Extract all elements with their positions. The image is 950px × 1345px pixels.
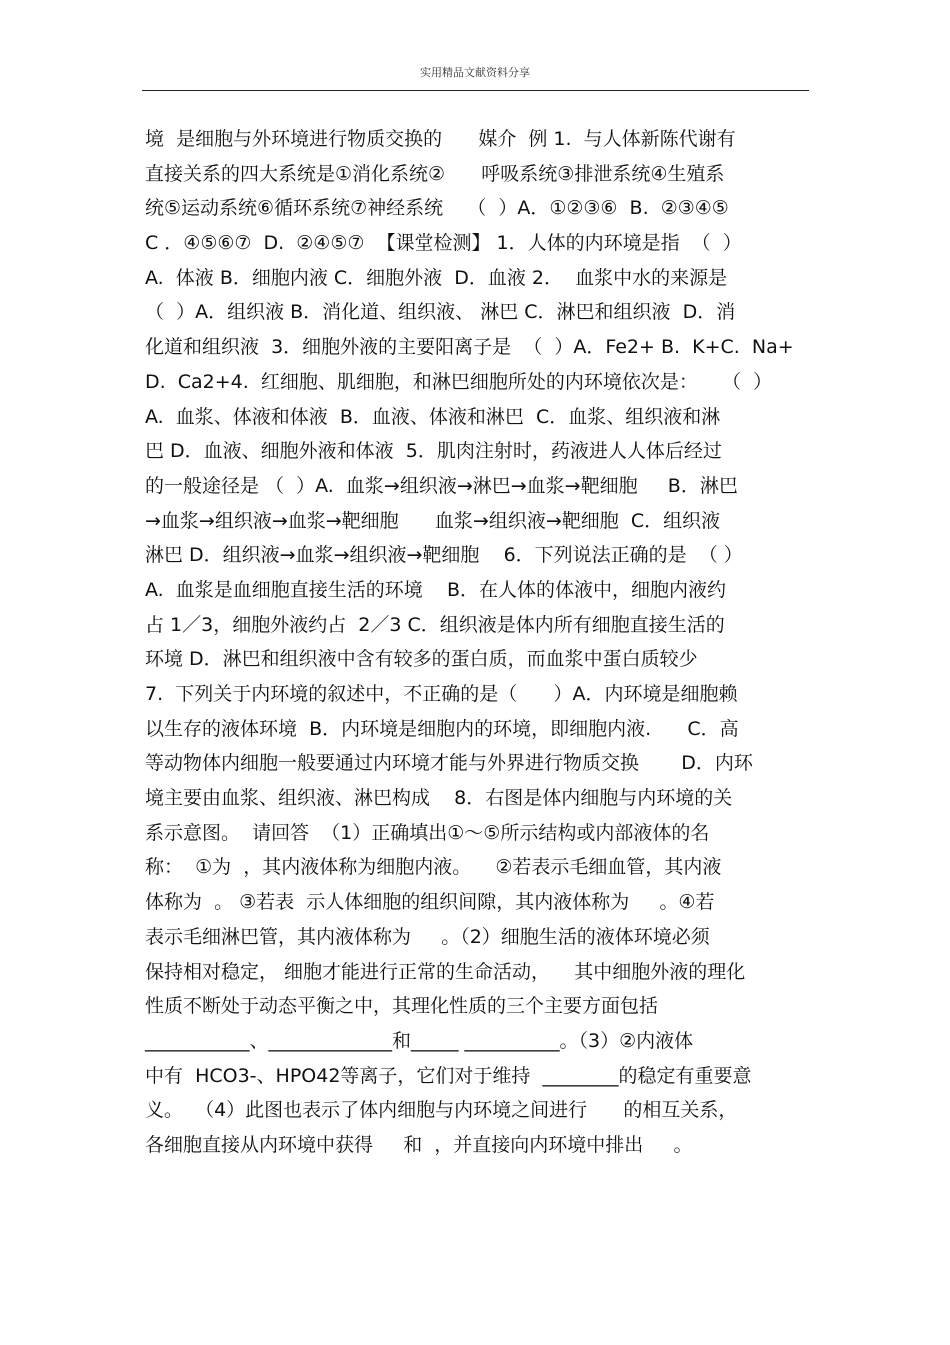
header-divider <box>142 90 809 91</box>
text-line: 以生存的液体环境 B．内环境是细胞内的环境，即细胞内液. C．高 <box>145 717 739 740</box>
text-line: 巴 D．血液、细胞外液和体液 5．肌肉注射时，药液进人人体后经过 <box>145 440 722 463</box>
text-line: D. Ca2+4. 红细胞、肌细胞，和淋巴细胞所处的内环境依次是： （ ） <box>145 370 773 393</box>
text-line: 各细胞直接从内环境中获得 和 ，并直接向内环境中排出 。 <box>145 1133 693 1156</box>
text-line: 占 1／3，细胞外液约占 2／3 C．组织液是体内所有细胞直接生活的 <box>145 613 725 636</box>
text-line: 系示意图。 请回答 （1）正确填出①～⑤所示结构或内部液体的名 <box>145 821 710 844</box>
text-line: 的一般途径是 （ ）A. 血浆→组织液→淋巴→血浆→靶细胞 B．淋巴 <box>145 474 738 497</box>
text-line: A. 体液 B．细胞内液 C．细胞外液 D．血液 2． 血浆中水的来源是 <box>145 266 728 289</box>
document-body <box>145 122 825 1163</box>
text-line: ___________、_____________和_____ __________。（3）②内液体 <box>145 1029 694 1052</box>
text-line: 体称为 。 ③若表 示人体细胞的组织间隙，其内液体称为 。④若 <box>145 891 715 914</box>
text-line: （ ）A．组织液 B．消化道、组织液、 淋巴 C．淋巴和组织液 D．消 <box>145 301 736 324</box>
text-line: C ．④⑤⑥⑦ D. ②④⑤⑦ 【课堂检测】 1．人体的内环境是指 （ ） <box>145 232 742 255</box>
text-line: 统⑤运动系统⑥循环系统⑦神经系统 （ ）A．①②③⑥ B. ②③④⑤ <box>145 197 729 220</box>
text-line: 化道和组织液 3．细胞外液的主要阳离子是 （ ）A．Fe2+ B. K+C. Na+ <box>145 336 794 359</box>
text-line: 境主要由血浆、组织液、淋巴构成 8．右图是体内细胞与内环境的关 <box>145 787 733 810</box>
text-line: 中有 HCO3-、HPO42等离子，它们对于维持 ________的稳定有重要意 <box>145 1064 752 1087</box>
text-line: 义。 （4）此图也表示了体内细胞与内环境之间进行 的相互关系， <box>145 1099 738 1122</box>
text-line: A. 血浆、体液和体液 B．血液、体液和淋巴 C．血浆、组织液和淋 <box>145 405 721 428</box>
text-line: 直接关系的四大系统是①消化系统② 呼吸系统③排泄系统④生殖系 <box>145 162 725 185</box>
text-line: 称： ①为 ，其内液体称为细胞内液。 ②若表示毛细血管，其内液 <box>145 856 722 879</box>
text-line: A. 血浆是血细胞直接生活的环境 B．在人体的体液中，细胞内液约 <box>145 578 726 601</box>
text-line: 保持相对稳定， 细胞才能进行正常的生命活动， 其中细胞外液的理化 <box>145 960 746 983</box>
text-line: 性质不断处于动态平衡之中，其理化性质的三个主要方面包括 <box>145 995 659 1018</box>
text-line: 境 是细胞与外环境进行物质交换的 媒介 例 1. 与人体新陈代谢有 <box>145 128 736 150</box>
text-line: 环境 D．淋巴和组织液中含有较多的蛋白质，而血浆中蛋白质较少 <box>145 648 698 671</box>
text-line: 等动物体内细胞一般要通过内环境才能与外界进行物质交换 D．内环 <box>145 752 753 775</box>
text-line: 7. 下列关于内环境的叙述中，不正确的是（ ）A．内环境是细胞赖 <box>145 683 738 705</box>
text-line: 淋巴 D．组织液→血浆→组织液→靶细胞 6．下列说法正确的是 （ ） <box>145 544 743 567</box>
text-line: →血浆→组织液→血浆→靶细胞 血浆→组织液→靶细胞 C．组织液 <box>145 509 721 532</box>
text-line: 表示毛细淋巴管，其内液体称为 。（2）细胞生活的液体环境必须 <box>145 925 710 948</box>
page-header: 实用精品文献资料分享 <box>420 66 530 79</box>
